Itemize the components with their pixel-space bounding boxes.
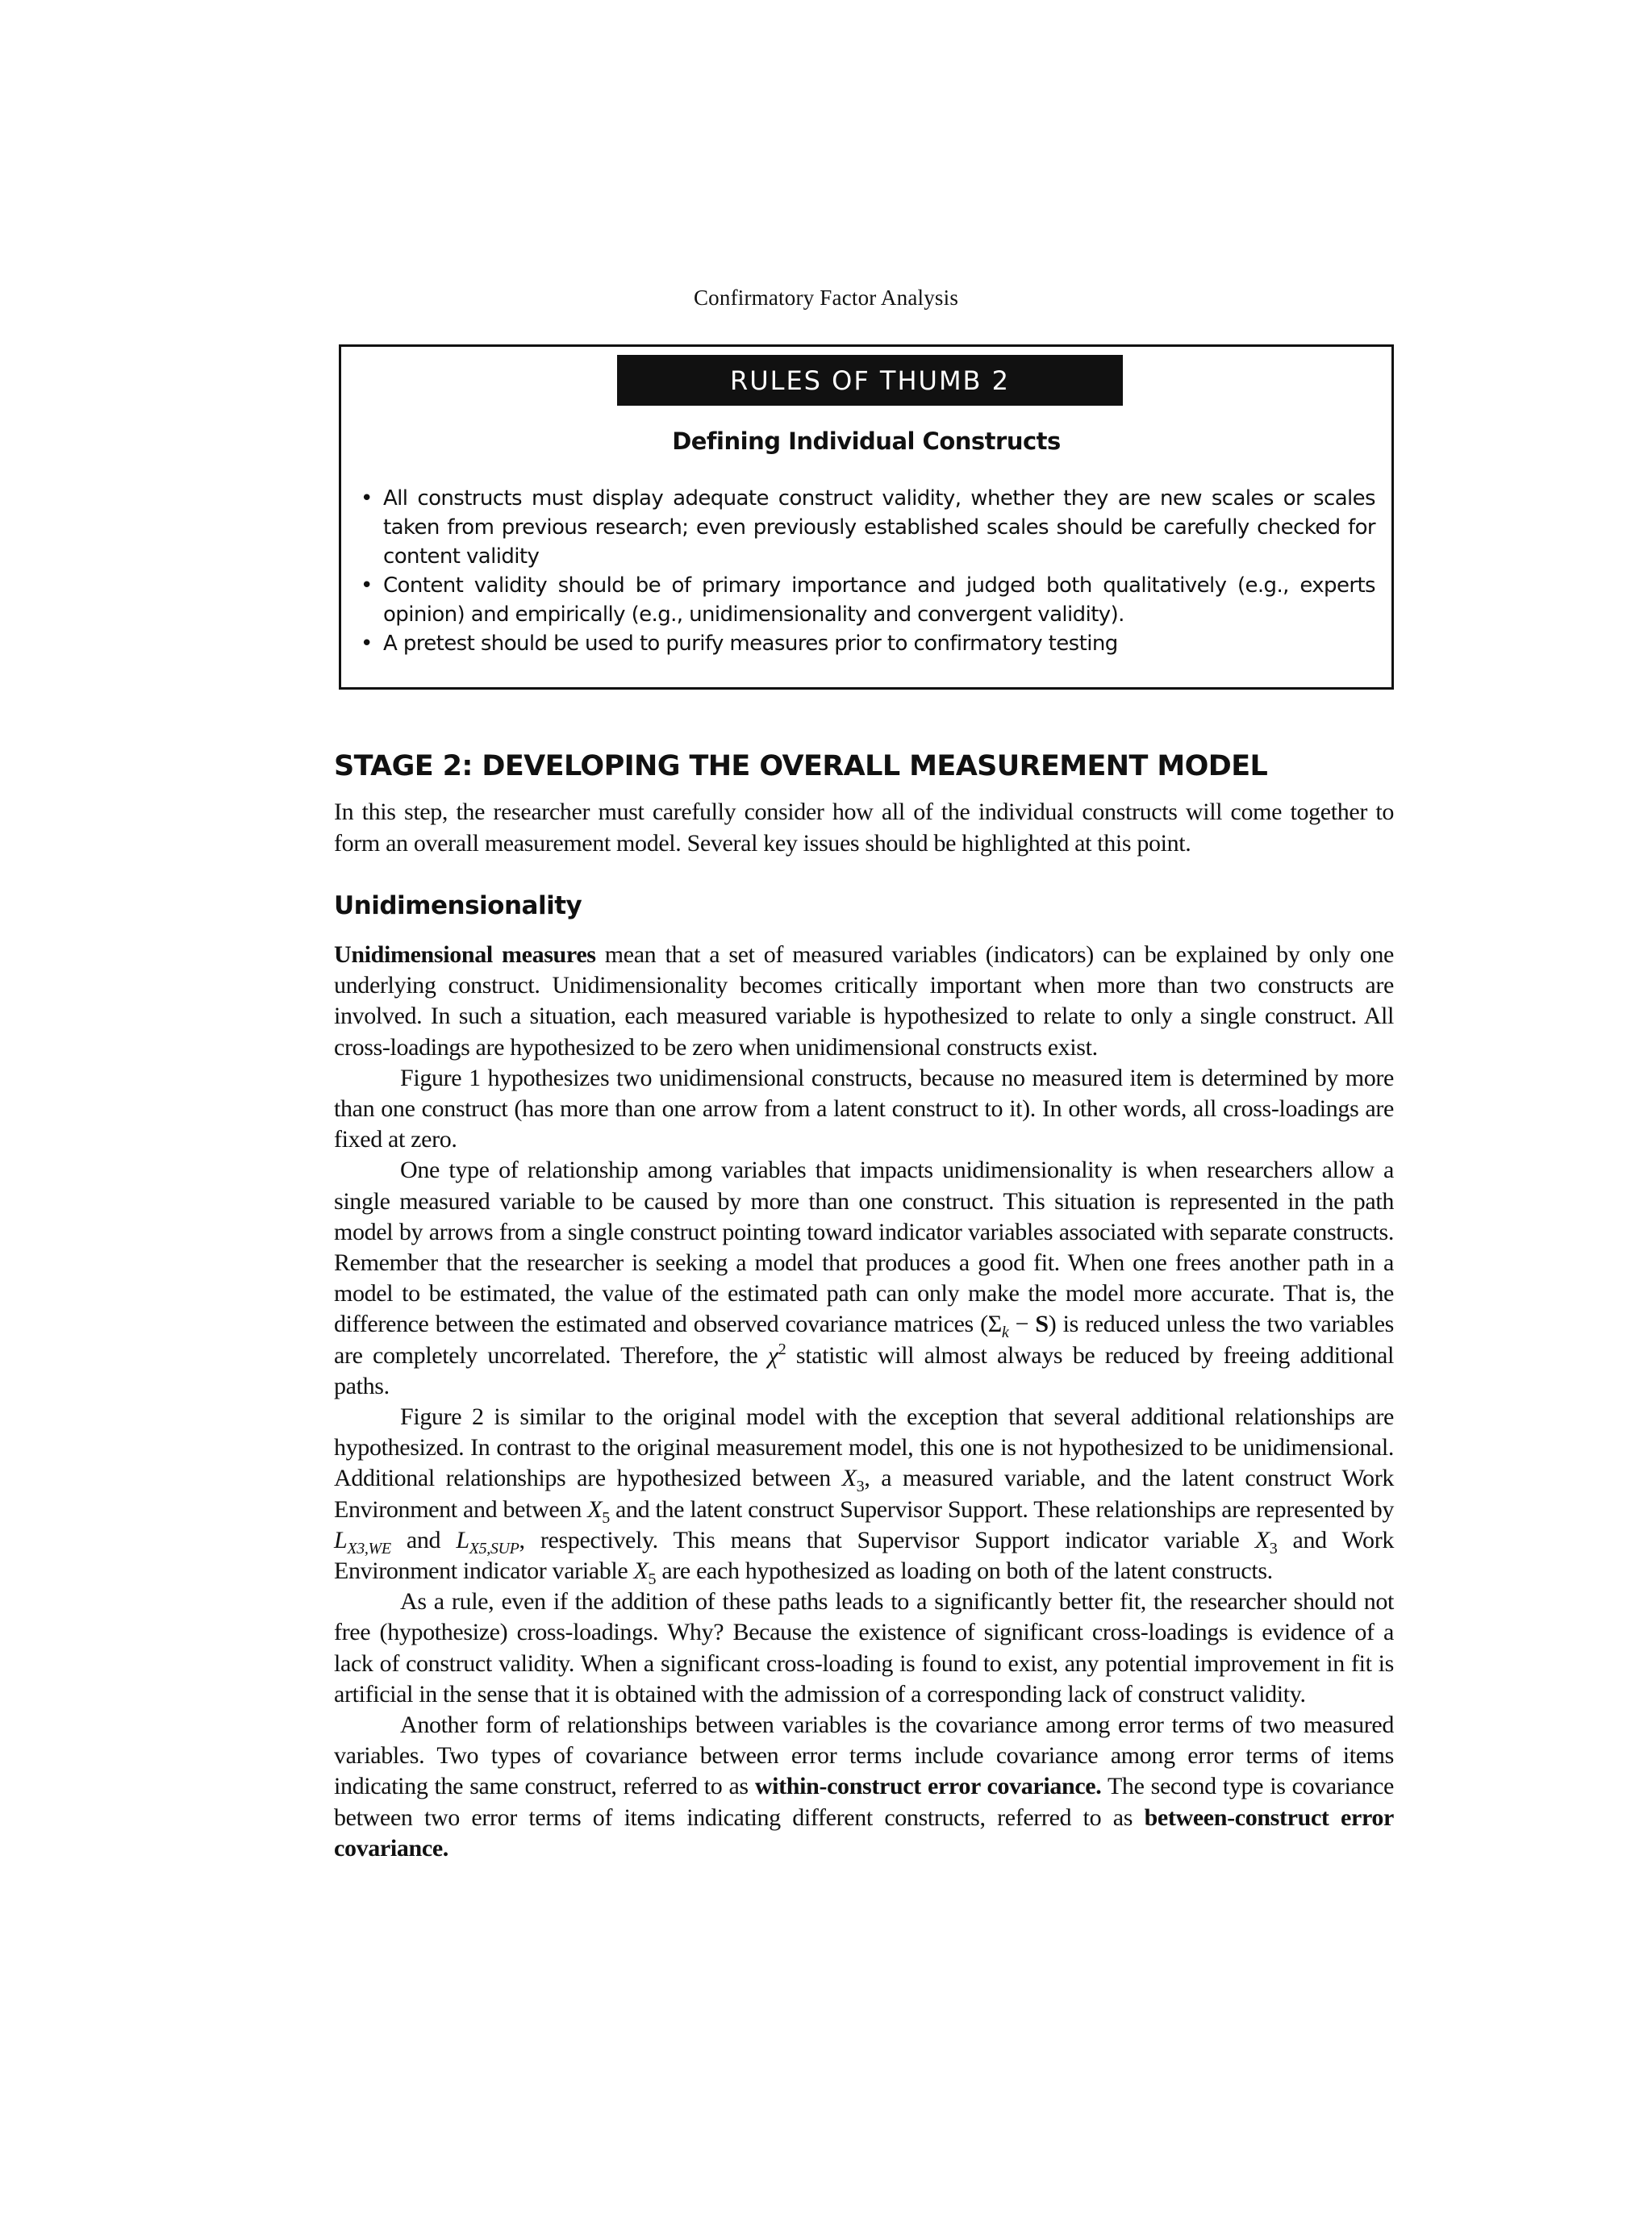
paragraph-text: are each hypothesized as loading on both of the latent constructs. xyxy=(656,1557,1273,1585)
math-superscript: 2 xyxy=(778,1340,786,1358)
running-head: Confirmatory Factor Analysis xyxy=(693,286,959,310)
rules-of-thumb-list xyxy=(356,484,1375,658)
intro-paragraph: In this step, the researcher must carefully consider how all of the individual constructs will come together to form an overall measurement model. Several key issues should be highlighted at this point. xyxy=(334,799,1394,857)
paragraph-text: Figure 2 is similar to the original model with the exception that several additional relationships are hypothesized. In contrast to the original measurement model, this one is not hypothesized to be unidimensional. Additional relationships are hypothesized between xyxy=(334,1403,1394,1492)
section-heading: Unidimensionality xyxy=(334,891,582,920)
paragraph xyxy=(334,1710,1394,1864)
defined-term: within-construct error covariance. xyxy=(754,1773,1102,1800)
math-subscript: 5 xyxy=(602,1508,610,1527)
body-text xyxy=(334,940,1394,1864)
rules-of-thumb-title: Defining Individual Constructs xyxy=(672,427,1061,455)
paragraph-text: and xyxy=(390,1526,457,1553)
paragraph-text: , respectively. This means that Supervisor Support indicator variable xyxy=(519,1526,1255,1553)
math-subscript: k xyxy=(1001,1324,1009,1342)
math-chi: χ xyxy=(767,1341,778,1369)
stage-heading: STAGE 2: DEVELOPING THE OVERALL MEASUREMENT MODEL xyxy=(334,750,1268,782)
rules-bullet: • All constructs must display adequate construct validity, whether they are new scales or scales taken from previous research; even previously established scales should be carefully checked for content validity xyxy=(356,484,1375,571)
math-operator: − xyxy=(1008,1311,1036,1338)
paragraph-text: and the latent construct Supervisor Support. These relationships are represented by xyxy=(609,1495,1394,1523)
paragraph xyxy=(334,940,1394,1063)
math-variable: L xyxy=(334,1526,348,1553)
paragraph: As a rule, even if the addition of these paths leads to a significantly better fit, the researcher should not free (hypothesize) cross-loadings. Why? Because the existence of significant cross-loadings is evidence of a lack of construct validity. When a significant cross-loading is found to exist, any potential improvement in fit is artificial in the sense that it is obtained with the admission of a corresponding lack of construct validity. xyxy=(334,1588,1394,1708)
defined-term: between-construct error covariance. xyxy=(334,1803,1394,1862)
paragraph-text: statistic will almost always be reduced by freeing additional paths. xyxy=(334,1341,1394,1399)
paragraph-text: Another form of relationships between variables is the covariance among error terms of two measured variables. Two types of covariance between error terms include covariance among error terms of items indicating the same construct, referred to as xyxy=(334,1712,1394,1800)
math-subscript: 5 xyxy=(648,1570,657,1589)
math-variable: X xyxy=(633,1557,649,1585)
paragraph-text: mean that a set of measured variables (indicators) can be explained by only one underlying construct. Unidimensionality becomes critically important when more than two constructs are involved. In such a situation, each measured variable is hypothesized to relate to only a single construct. All cross-loadings are hypothesized to be zero when unidimensional constructs exist. xyxy=(334,941,1394,1061)
math-subscript: 3 xyxy=(1269,1539,1278,1557)
paragraph xyxy=(334,1402,1394,1587)
math-sigma: Σ xyxy=(987,1311,1002,1338)
defined-term: Unidimensional measures xyxy=(334,941,596,968)
paragraph-text: , a measured variable, and the latent construct Work Environment and between xyxy=(334,1465,1394,1523)
math-variable: X xyxy=(587,1495,603,1523)
rules-of-thumb-banner: RULES OF THUMB 2 xyxy=(617,355,1123,406)
paragraph xyxy=(334,1155,1394,1402)
math-variable: L xyxy=(456,1526,469,1553)
rules-bullet: • Content validity should be of primary importance and judged both qualitatively (e.g., experts opinion) and empirically (e.g., unidimensionality and convergent validity). xyxy=(356,571,1375,629)
rules-bullet: • A pretest should be used to purify measures prior to confirmatory testing xyxy=(356,629,1375,658)
math-subscript: X3,WE xyxy=(347,1539,391,1557)
paragraph-text: and Work Environment indicator variable xyxy=(334,1526,1394,1585)
paragraph-text: The second type is covariance between two error terms of items indicating different constructs, referred to as xyxy=(334,1773,1395,1831)
math-subscript: X5,SUP xyxy=(469,1539,519,1557)
paragraph: Figure 1 hypothesizes two unidimensional constructs, because no measured item is determined by more than one construct (has more than one arrow from a latent construct to it). In other words, all cross-loadings are fixed at zero. xyxy=(334,1064,1394,1153)
math-variable: X xyxy=(841,1465,857,1492)
rules-of-thumb-box xyxy=(339,344,1394,690)
paragraph-text: ) is reduced unless the two variables are completely uncorrelated. Therefore, the xyxy=(334,1311,1395,1369)
math-variable: X xyxy=(1254,1526,1270,1553)
math-subscript: 3 xyxy=(856,1478,865,1496)
paragraph-text: One type of relationship among variables that impacts unidimensionality is when researchers allow a single measured variable to be caused by more than one construct. This situation is represented in the path model by arrows from a single construct pointing toward indicator variables associated with separate constructs. Remember that the researcher is seeking a model that produces a good fit. When one frees another path in a model to be estimated, the value of the estimated path can only make the model more accurate. That is, the difference between the estimated and observed covariance matrices ( xyxy=(334,1157,1394,1338)
math-matrix: S xyxy=(1035,1311,1049,1338)
